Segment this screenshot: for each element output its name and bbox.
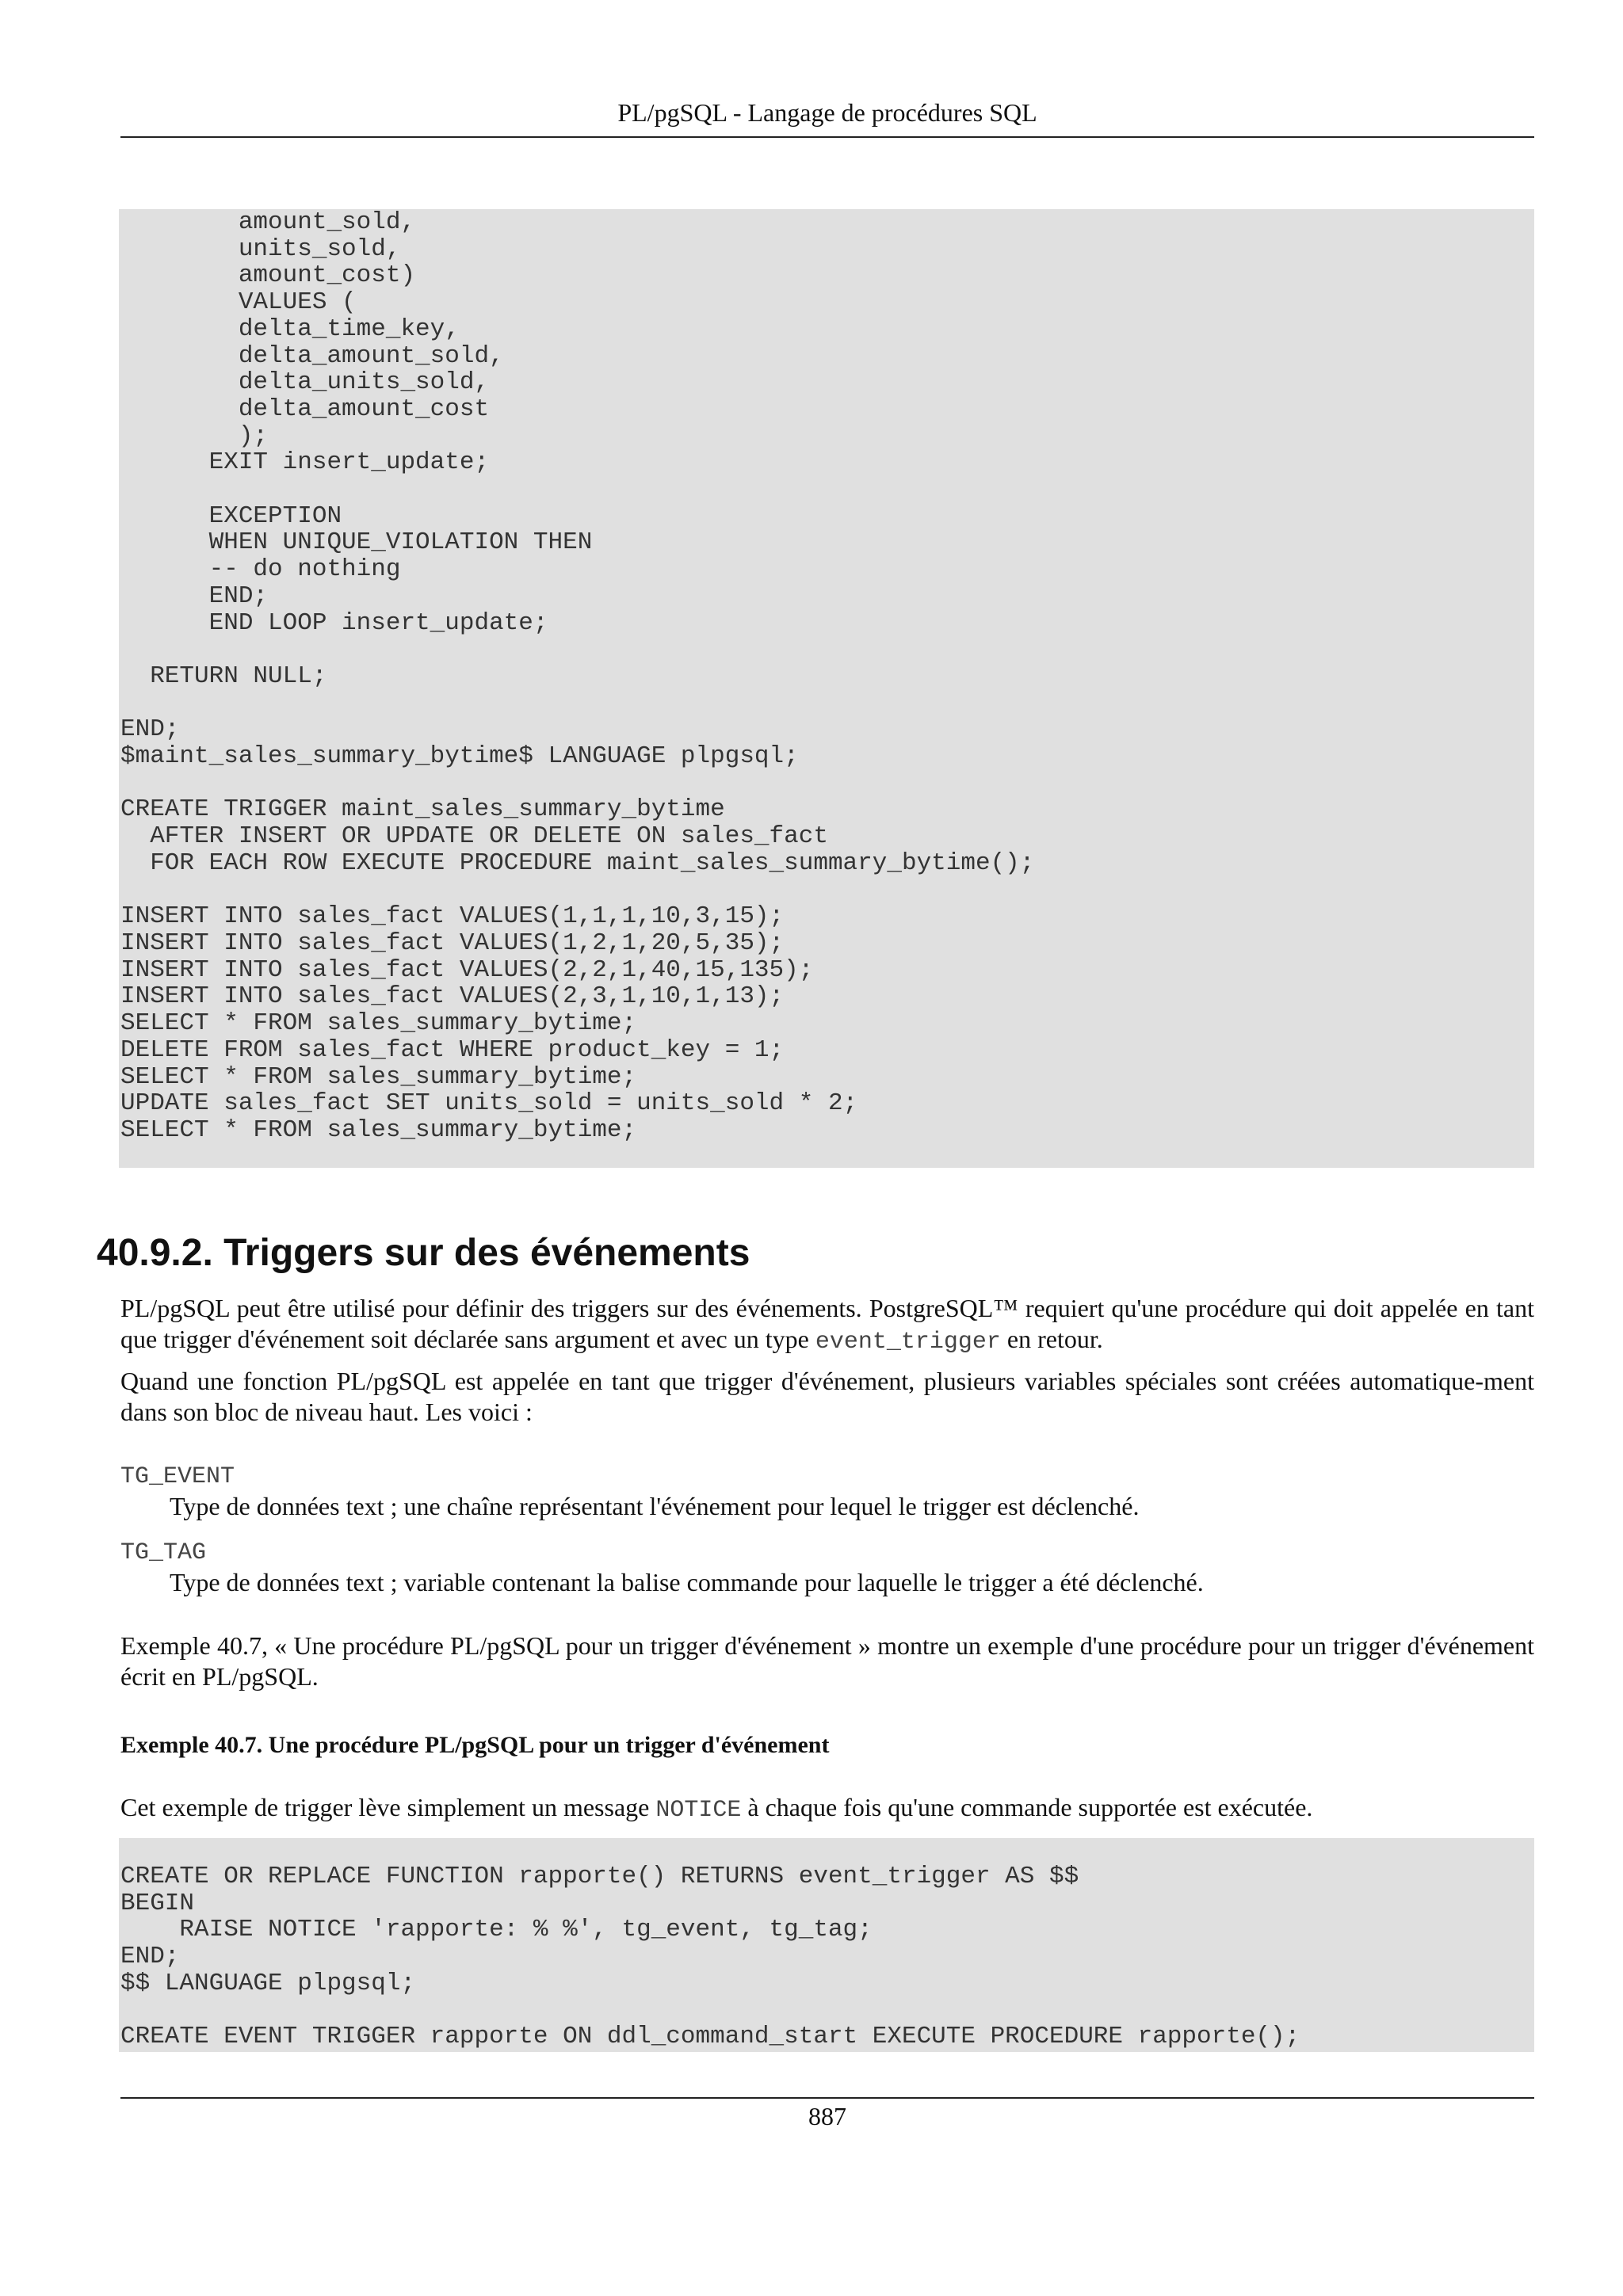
- variable-desc-tg-event: Type de données text ; une chaîne représentant l'événement pour lequel le trigger est déclenché.: [170, 1492, 1140, 1520]
- paragraph-example-reference: Exemple 40.7, « Une procédure PL/pgSQL pour un trigger d'événement » montre un exemple d'une procédure pour un trigger d'événement écrit en PL/pgSQL.: [120, 1631, 1534, 1691]
- paragraph-text: en retour.: [1000, 1325, 1103, 1353]
- paragraph-intro: [120, 1293, 1534, 1358]
- section-title: 40.9.2. Triggers sur des événements: [97, 1232, 750, 1274]
- paragraph-text: Cet exemple de trigger lève simplement un message: [120, 1793, 656, 1821]
- paragraph-example-description: [120, 1792, 1534, 1826]
- paragraph-text: à chaque fois qu'une commande supportée est exécutée.: [741, 1793, 1313, 1821]
- variable-term-tg-tag: TG_TAG: [120, 1539, 207, 1566]
- page-header: PL/pgSQL - Langage de procédures SQL: [120, 89, 1534, 138]
- variable-term-tg-event: TG_EVENT: [120, 1463, 235, 1490]
- code-block-trigger-example: [119, 209, 1534, 1168]
- inline-code: NOTICE: [655, 1797, 742, 1824]
- example-title: Exemple 40.7. Une procédure PL/pgSQL pour un trigger d'événement: [120, 1732, 830, 1758]
- variable-desc-tg-tag: Type de données text ; variable contenant la balise commande pour laquelle le trigger a été déclenché.: [170, 1568, 1204, 1596]
- paragraph-text: PL/pgSQL peut être utilisé pour définir des triggers sur des événements. PostgreSQL™ requiert qu'une procédure qui doit appelée en tant que trigger d'événement soit déclarée sans argument et avec un type: [120, 1294, 1534, 1353]
- inline-code: event_trigger: [815, 1329, 1001, 1356]
- code-text: CREATE OR REPLACE FUNCTION rapporte() RETURNS event_trigger AS $$ BEGIN RAISE NOTICE 'rapporte: % %', tg_event, tg_tag; END; $$ LANGUAGE plpgsql; CREATE EVENT TRIGGER rapporte ON ddl_command_start EXECUTE PROCEDURE rapporte();: [120, 1863, 1300, 2051]
- code-text: amount_sold, units_sold, amount_cost) VALUES ( delta_time_key, delta_amount_sold, delta_units_sold, delta_amount_cost ); EXIT insert_update; EXCEPTION WHEN UNIQUE_VIOLATION THEN -- do nothing END; END LOOP insert_update; RETURN NULL; END; $maint_sales_summary_bytime$ LANGUAGE plpgsql; CREATE TRIGGER maint_sales_summary_bytime AFTER INSERT OR UPDATE OR DELETE ON sales_fact FOR EACH ROW EXECUTE PROCEDURE maint_sales_summary_bytime(); INSERT INTO sales_fact VALUES(1,1,1,10,3,15); INSERT INTO sales_fact VALUES(1,2,1,20,5,35); INSERT INTO sales_fact VALUES(2,2,1,40,15,135); INSERT INTO sales_fact VALUES(2,3,1,10,1,13); SELECT * FROM sales_summary_bytime; DELETE FROM sales_fact WHERE product_key = 1; SELECT * FROM sales_summary_bytime; UPDATE sales_fact SET units_sold = units_sold * 2; SELECT * FROM sales_summary_bytime;: [120, 209, 1035, 1144]
- page-number: 887: [120, 2097, 1534, 2134]
- code-block-event-trigger: [119, 1838, 1534, 2052]
- paragraph-special-variables: Quand une fonction PL/pgSQL est appelée en tant que trigger d'événement, plusieurs variables spéciales sont créées automatique-ment dans son bloc de niveau haut. Les voici :: [120, 1367, 1534, 1426]
